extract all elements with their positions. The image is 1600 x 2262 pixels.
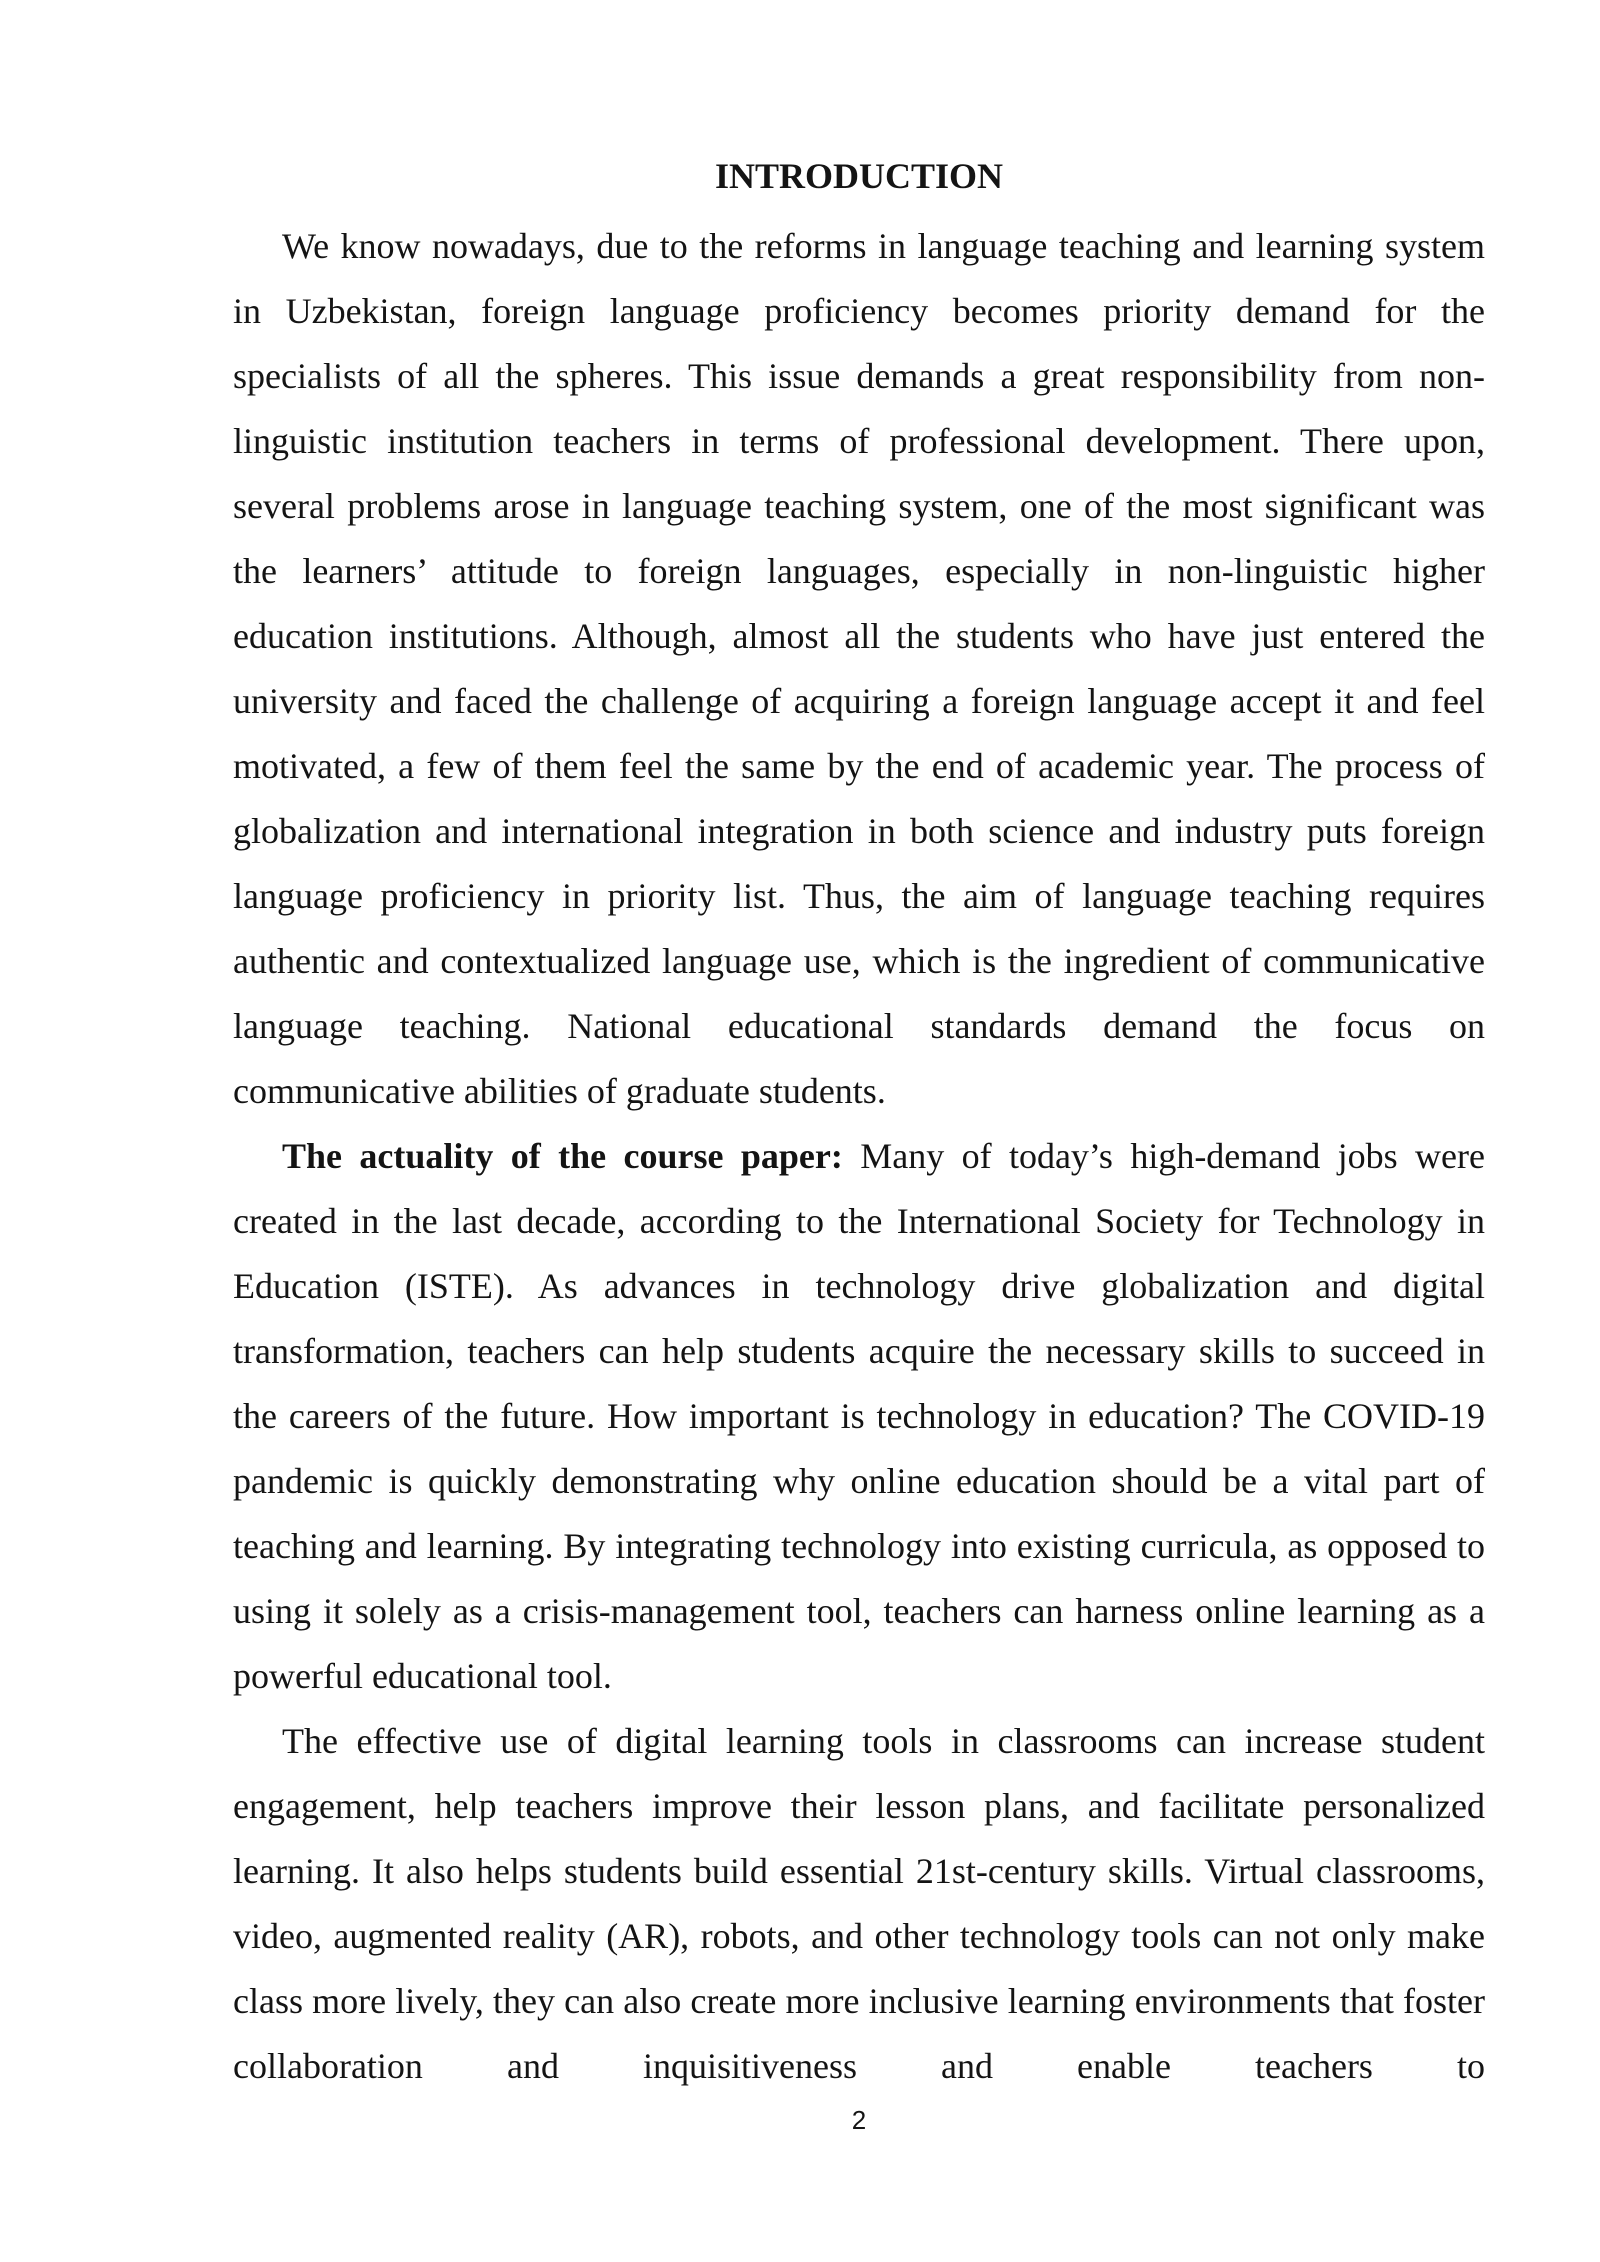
paragraph-text: We know nowadays, due to the reforms in language teaching and learning system in Uzbekistan, foreign language proficiency becomes priority demand for the specialists of all the spheres. This issue demands a great responsibility from non-linguistic institution teachers in terms of professional development. There upon, several problems arose in language teaching system, one of the most significant was the learners’ attitude to foreign languages, especially in non-linguistic higher education institutions. Although, almost all the students who have just entered the university and faced the challenge of acquiring a foreign language accept it and feel motivated, a few of them feel the same by the end of academic year. The process of globalization and international integration in both science and industry puts foreign language proficiency in priority list. Thus, the aim of language teaching requires authentic and contextualized language use, which is the ingredient of communicative language teaching. National educational standards demand the focus on communicative abilities of graduate students.: [233, 226, 1485, 1111]
paragraph-text: Many of today’s high-demand jobs were created in the last decade, according to the International Society for Technology in Education (ISTE). As advances in technology drive globalization and digital transformation, teachers can help students acquire the necessary skills to succeed in the careers of the future. How important is technology in education? The COVID-19 pandemic is quickly demonstrating why online education should be a vital part of teaching and learning. By integrating technology into existing curricula, as opposed to using it solely as a crisis-management tool, teachers can harness online learning as a powerful educational tool.: [233, 1136, 1485, 1696]
page-number: 2: [851, 2105, 867, 2135]
paragraph-text: The effective use of digital learning tools in classrooms can increase student engagement, help teachers improve their lesson plans, and facilitate personalized learning. It also helps students build essential 21st-century skills. Virtual classrooms, video, augmented reality (AR), robots, and other technology tools can not only make class more lively, they can also create more inclusive learning environments that foster collaboration and inquisitiveness and enable teachers to: [233, 1721, 1485, 2086]
paragraph-actuality: [233, 1124, 1485, 1709]
paragraph-lead-bold: The actuality of the course paper:: [282, 1136, 843, 1176]
paragraph-digital-tools: [233, 1709, 1485, 2099]
section-heading: INTRODUCTION: [714, 156, 1004, 196]
paragraph-introduction: [233, 214, 1485, 1124]
body-text: [233, 214, 1485, 2099]
